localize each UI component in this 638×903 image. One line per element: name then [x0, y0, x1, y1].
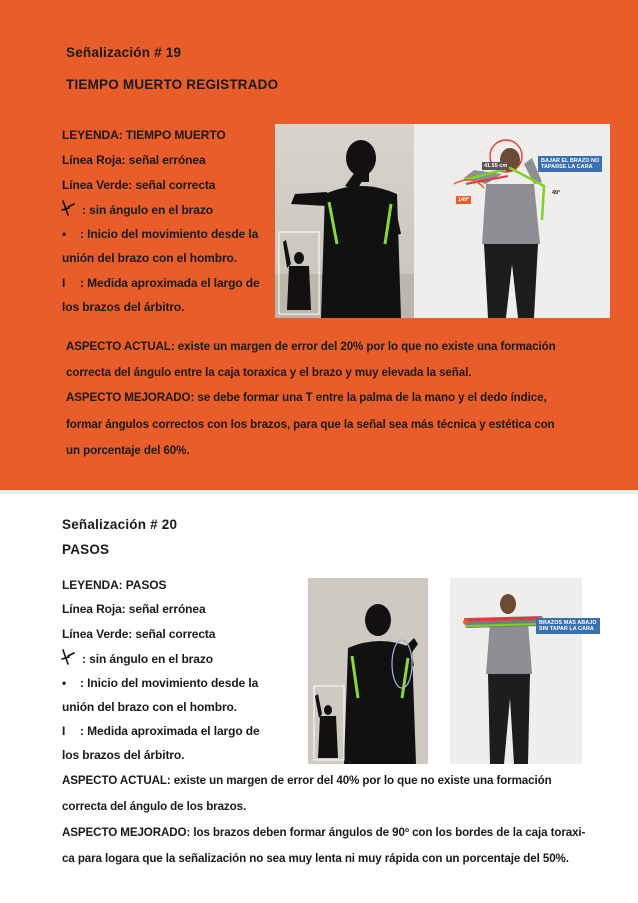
improved-aspect-19-line1 — [66, 391, 547, 404]
legend-19-green: Línea Verde: señal correcta — [62, 178, 216, 192]
referee-silhouette-20 — [308, 578, 428, 764]
callout-line: SIN TAPAR LA CARA — [539, 626, 594, 632]
improved-aspect-20-line2: ca para logara que la señalización no sea muy lenta ni muy rápida con un porcentaje del 50%. — [62, 852, 569, 865]
legend-19-dot-line1: : Inicio del movimiento desde la — [80, 227, 259, 241]
section-19-heading: Señalización # 19 — [66, 45, 182, 60]
actual-text: existe un margen de error del 20% por lo que no existe una formación — [174, 340, 556, 353]
bar-icon: I — [62, 724, 66, 738]
referee-photo-19 — [414, 124, 610, 318]
actual-aspect-19-line2: correcta del ángulo entre la caja toraxica y el brazo y muy elevada la señal. — [66, 366, 472, 379]
improved-label: ASPECTO MEJORADO: — [66, 391, 195, 404]
section-divider — [0, 490, 638, 494]
improved-text: se debe formar una T entre la palma de la mano y el dedo índice, — [194, 391, 547, 404]
actual-aspect-20-line1 — [62, 774, 552, 787]
silhouette-photo-20 — [308, 578, 428, 764]
legend-19-measure-line2: los brazos del árbitro. — [62, 300, 185, 314]
no-angle-icon — [60, 648, 76, 666]
correction-callout-19 — [538, 156, 602, 172]
legend-20-dot-line2: unión del brazo con el hombro. — [62, 700, 238, 714]
section-19-title: TIEMPO MUERTO REGISTRADO — [66, 77, 279, 92]
legend-19-angle: : sin ángulo en el brazo — [82, 203, 213, 217]
improved-label: ASPECTO MEJORADO: — [62, 826, 191, 839]
legend-19-measure-line1: : Medida aproximada el largo de — [80, 276, 260, 290]
length-label: 41.55 cm — [484, 163, 508, 169]
angle-label-right: 49° — [552, 190, 561, 196]
improved-aspect-20-line1 — [62, 826, 585, 839]
dot-icon: • — [62, 227, 67, 241]
angle-label-left: 149° — [458, 197, 470, 203]
referee-silhouette-19 — [275, 124, 417, 318]
legend-20-red: Línea Roja: señal errónea — [62, 602, 206, 616]
improved-aspect-19-line2: formar ángulos correctos con los brazos, para que la señal sea más técnica y estética con — [66, 418, 555, 431]
callout-line: BAJAR EL BRAZO NO — [541, 158, 600, 164]
actual-label: ASPECTO ACTUAL: — [62, 774, 171, 787]
section-20-title: PASOS — [62, 542, 110, 557]
section-20-heading: Señalización # 20 — [62, 517, 178, 532]
referee-photo-20 — [450, 578, 597, 764]
legend-20-angle: : sin ángulo en el brazo — [82, 652, 213, 666]
actual-text: existe un margen de error del 40% por lo que no existe una formación — [170, 774, 552, 787]
legend-20-title: LEYENDA: PASOS — [62, 578, 167, 592]
legend-19-dot-line2: unión del brazo con el hombro. — [62, 251, 238, 265]
silhouette-photo-19 — [275, 124, 417, 318]
dot-icon: • — [62, 676, 67, 690]
improved-text: los brazos deben formar ángulos de 90º con los bordes de la caja toraxi- — [190, 826, 586, 839]
no-angle-icon — [60, 199, 76, 217]
bar-icon: I — [62, 276, 66, 290]
legend-20-measure-line1: : Medida aproximada el largo de — [80, 724, 260, 738]
legend-20-dot-line1: : Inicio del movimiento desde la — [80, 676, 259, 690]
callout-line: BRAZOS MAS ABAJO — [539, 620, 597, 626]
legend-19-red: Línea Roja: señal errónea — [62, 153, 206, 167]
improved-aspect-19-line3: un porcentaje del 60%. — [66, 444, 190, 457]
actual-aspect-19-line1 — [66, 340, 556, 353]
legend-19-title: LEYENDA: TIEMPO MUERTO — [62, 128, 226, 142]
callout-line: TAPARSE LA CARA — [541, 164, 593, 170]
legend-20-measure-line2: los brazos del árbitro. — [62, 748, 185, 762]
actual-aspect-20-line2: correcta del ángulo de los brazos. — [62, 800, 247, 813]
referee-figure-20 — [450, 578, 582, 764]
referee-figure-19 — [414, 124, 610, 318]
correction-callout-20 — [536, 618, 600, 634]
legend-20-green: Línea Verde: señal correcta — [62, 627, 216, 641]
actual-label: ASPECTO ACTUAL: — [66, 340, 175, 353]
